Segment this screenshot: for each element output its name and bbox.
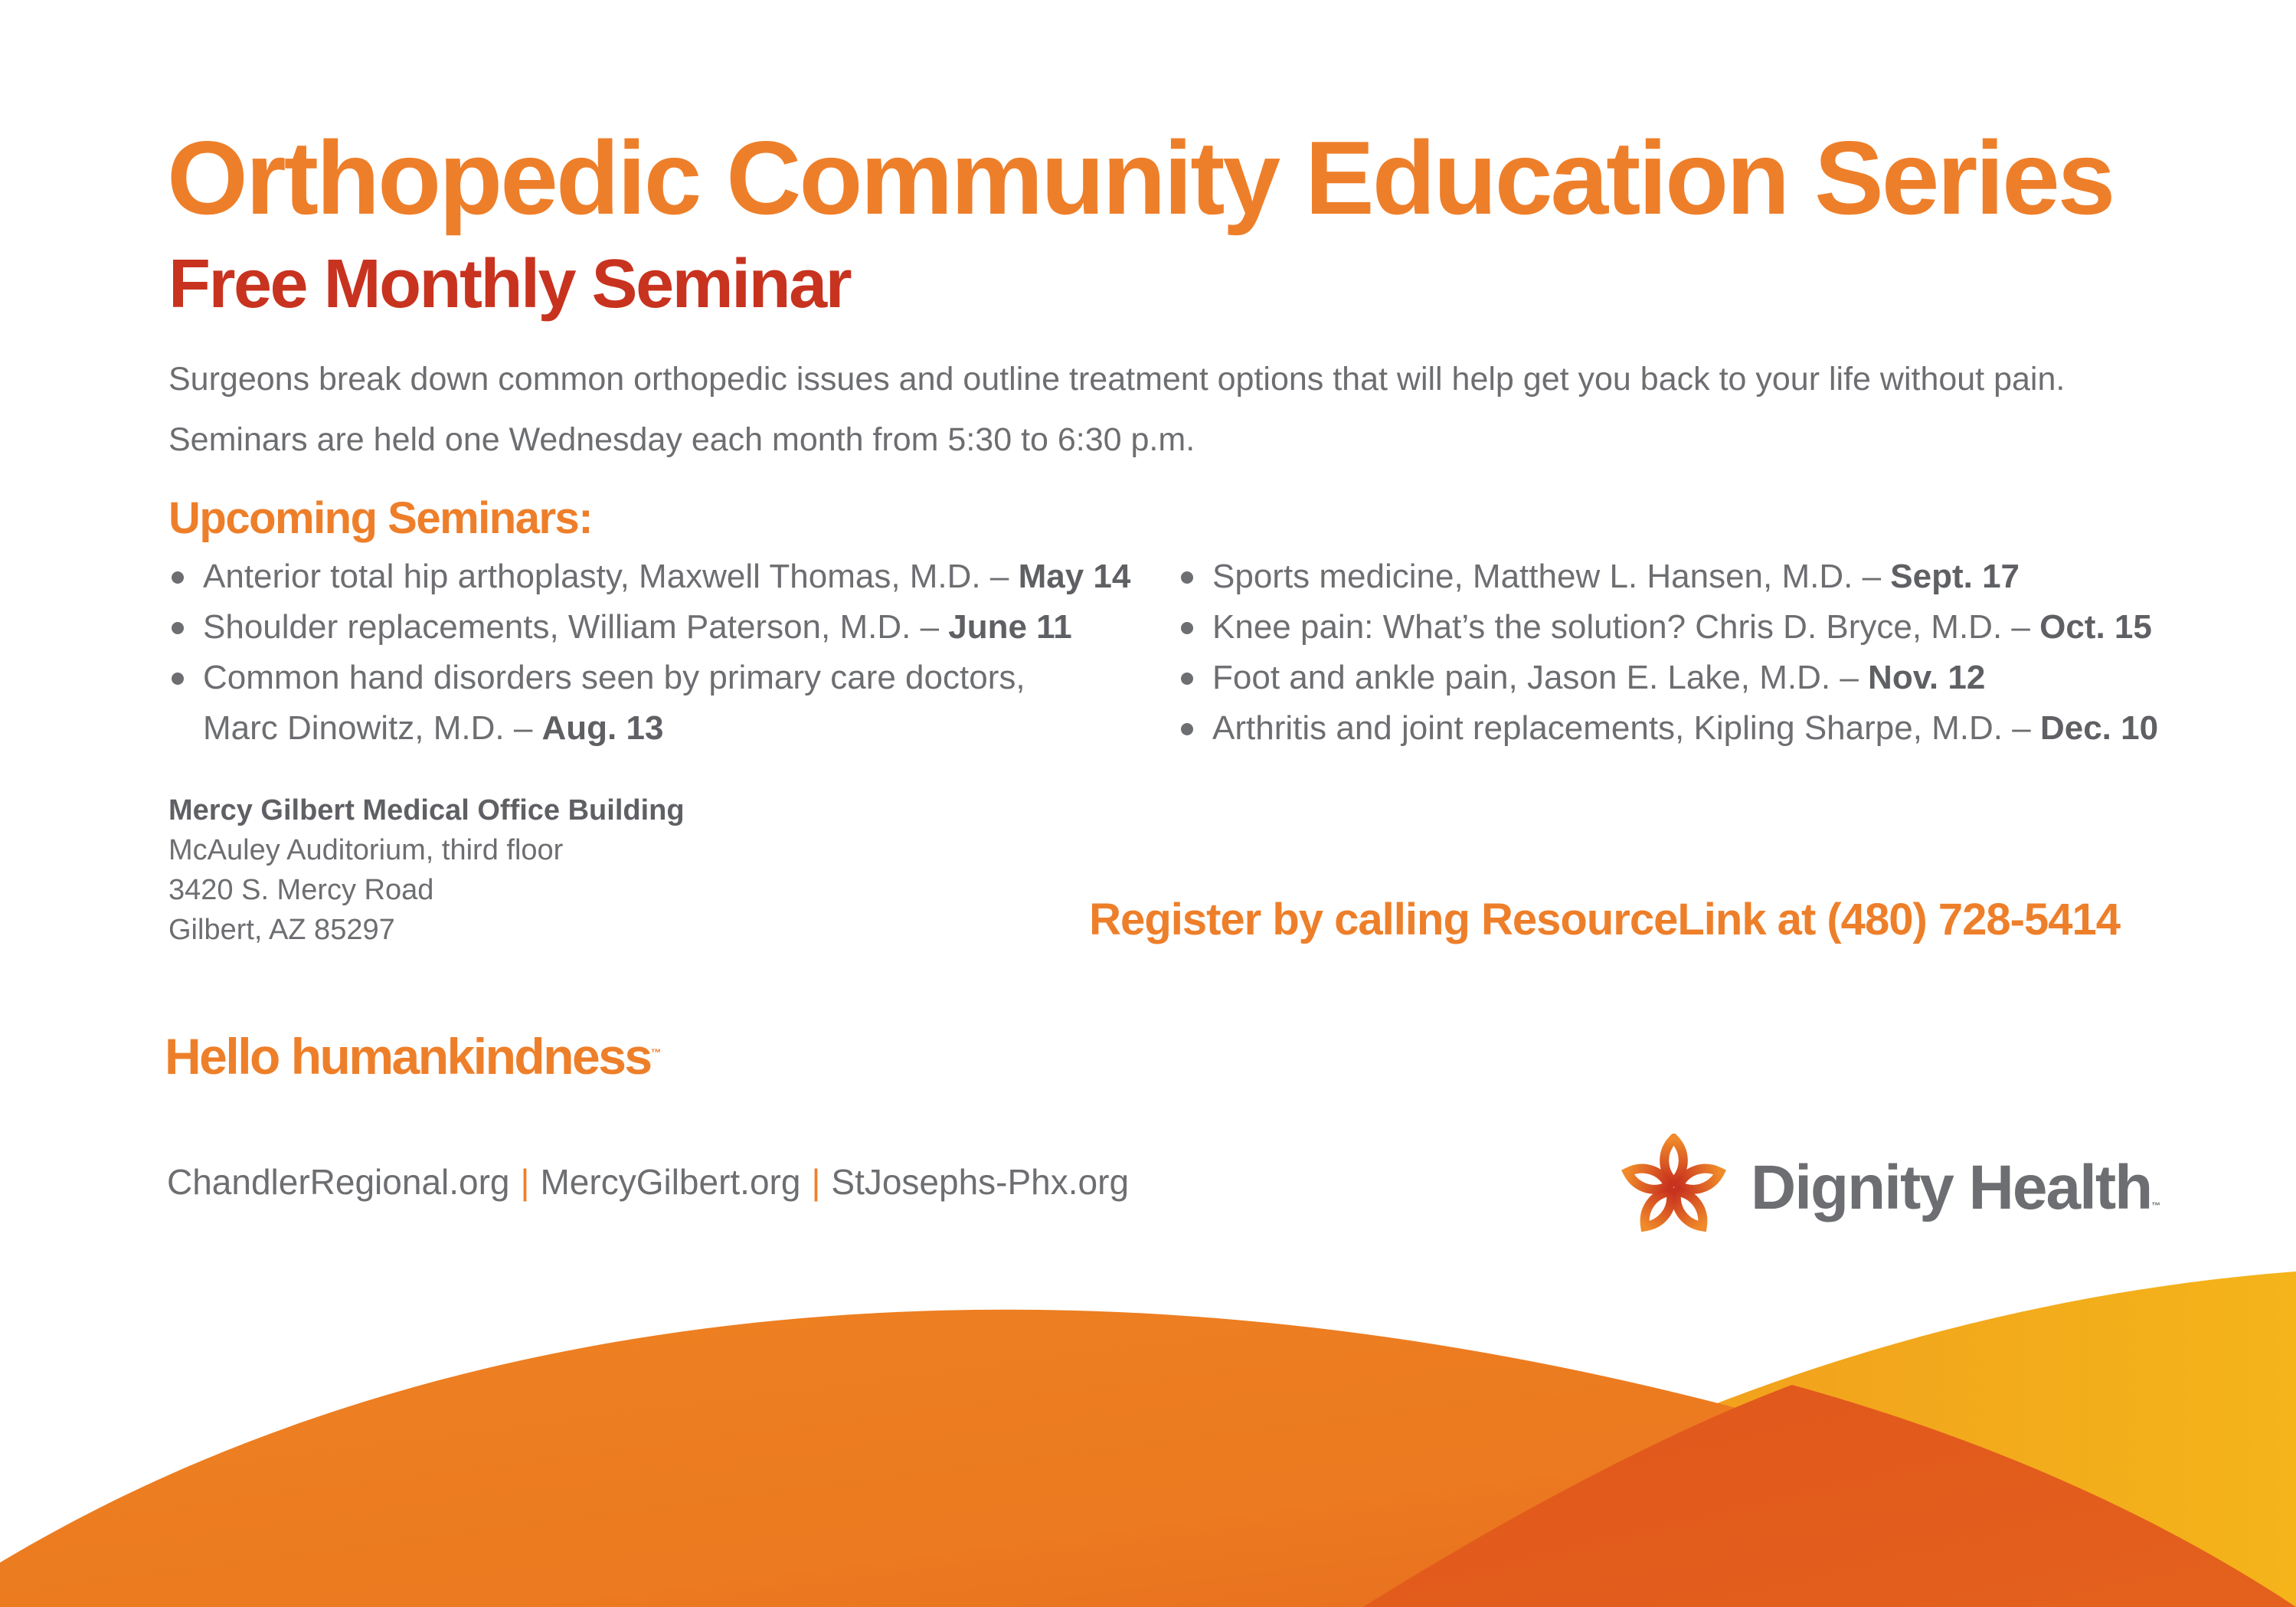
seminar-item: Arthritis and joint replacements, Kipling Sharpe, M.D. – Dec. 10: [1178, 703, 2173, 754]
upcoming-seminars-heading: Upcoming Seminars:: [168, 493, 593, 543]
link-chandler-regional[interactable]: ChandlerRegional.org: [167, 1162, 510, 1202]
seminar-date: May 14: [1018, 558, 1131, 595]
seminar-date: Oct. 15: [2039, 608, 2152, 646]
link-mercy-gilbert[interactable]: MercyGilbert.org: [540, 1162, 801, 1202]
seminar-item: Anterior total hip arthoplasty, Maxwell Thomas, M.D. – May 14: [168, 551, 1149, 602]
location-address: [168, 790, 685, 950]
seminar-item: Foot and ankle pain, Jason E. Lake, M.D. – Nov. 12: [1178, 653, 2173, 703]
trademark-mark: ™: [650, 1046, 662, 1059]
link-st-josephs[interactable]: StJosephs-Phx.org: [831, 1162, 1130, 1202]
seminar-date: Aug. 13: [541, 709, 664, 747]
venue-name: Mercy Gilbert Medical Office Building: [168, 794, 685, 826]
page-subtitle: Free Monthly Seminar: [168, 246, 851, 322]
tagline: Hello humankindness™: [165, 1028, 662, 1085]
venue-city: Gilbert, AZ 85297: [168, 914, 395, 946]
intro-line: Seminars are held one Wednesday each month from 5:30 to 6:30 p.m.: [168, 421, 1195, 458]
intro-line: Surgeons break down common orthopedic issues and outline treatment options that will help get you back to your life without pain.: [168, 361, 2065, 398]
venue-street: 3420 S. Mercy Road: [168, 874, 434, 906]
venue-room: McAuley Auditorium, third floor: [168, 834, 564, 866]
link-separator: |: [520, 1162, 530, 1202]
register-phone-callout: Register by calling ResourceLink at (480) 728-5414: [1089, 895, 2120, 944]
seminar-list-left: [168, 551, 1149, 754]
seminar-date: Dec. 10: [2039, 709, 2159, 747]
seminar-date: June 11: [948, 608, 1072, 646]
seminar-item: Common hand disorders seen by primary care doctors, Marc Dinowitz, M.D. – Aug. 13: [168, 653, 1149, 754]
dignity-health-wordmark: Dignity Health™: [1751, 1153, 2161, 1222]
seminar-item: Sports medicine, Matthew L. Hansen, M.D. – Sept. 17: [1178, 551, 2173, 602]
seminar-list-right: [1178, 551, 2173, 754]
dignity-health-logo: [1614, 1134, 2161, 1241]
dignity-health-star-icon: [1614, 1134, 1733, 1241]
seminar-date: Sept. 17: [1890, 558, 2020, 595]
seminar-item: Shoulder replacements, William Paterson, M.D. – June 11: [168, 602, 1149, 653]
seminar-date: Nov. 12: [1868, 659, 1986, 696]
page-title: Orthopedic Community Education Series: [167, 119, 2114, 236]
seminar-item: Knee pain: What’s the solution? Chris D. Bryce, M.D. – Oct. 15: [1178, 602, 2173, 653]
website-links: [167, 1161, 1129, 1203]
intro-text: [168, 349, 2065, 470]
link-separator: |: [811, 1162, 821, 1202]
